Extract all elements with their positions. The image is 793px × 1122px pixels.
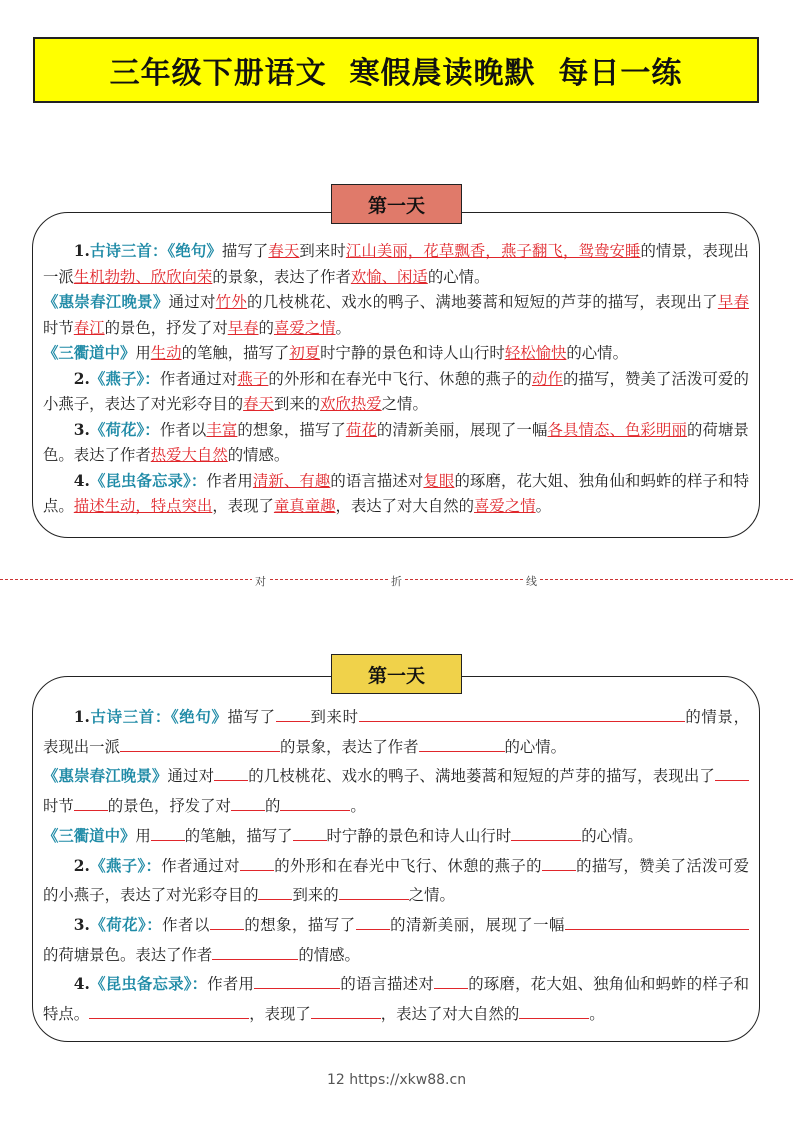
blank-para-6 <box>43 970 749 1029</box>
text: 的心情。 <box>427 267 490 286</box>
text: 的景色，抒发了对 <box>104 318 228 337</box>
answer: 早春 <box>717 293 749 311</box>
answer: 生动 <box>150 344 182 362</box>
answer-blank[interactable] <box>231 794 265 811</box>
answer-blank[interactable] <box>258 883 292 900</box>
blank-para-2 <box>43 762 749 821</box>
text: 作者以 <box>159 420 207 439</box>
fold-word: 折 <box>388 573 405 589</box>
answer-content <box>43 239 749 520</box>
text: 作者以 <box>162 915 210 934</box>
work-title: 《燕子》： <box>89 856 162 875</box>
text: 到来的 <box>273 395 321 413</box>
answer-para-5 <box>43 418 749 469</box>
answer-blank[interactable] <box>212 943 298 960</box>
answer-para-3 <box>43 341 749 367</box>
answer: 生机勃勃、欣欣向荣 <box>73 267 213 286</box>
work-title: 《三衢道中》 <box>43 344 136 362</box>
text: 的笔触，描写了 <box>181 344 290 362</box>
work-title: 《荷花》： <box>89 915 163 934</box>
blank-para-5 <box>43 911 749 970</box>
text: 到来时 <box>299 242 346 260</box>
answer: 欢欣热爱 <box>320 395 382 413</box>
answer-blank[interactable] <box>339 883 409 900</box>
text: 的语言描述对 <box>340 975 435 994</box>
blank-card <box>32 676 760 1042</box>
answer-card <box>32 212 760 538</box>
answer-blank[interactable] <box>359 705 685 722</box>
text: 到来的 <box>292 886 339 905</box>
text: 的情感。 <box>298 945 360 964</box>
text: 的情感。 <box>227 446 290 464</box>
work-title: 《昆虫备忘录》： <box>89 975 208 994</box>
answer-blank[interactable] <box>293 824 327 841</box>
item-number: 3. <box>73 915 90 934</box>
text: 时节 <box>43 318 74 337</box>
text: 通过对 <box>167 767 215 786</box>
text: 的想象，描写了 <box>243 915 356 934</box>
text: 用 <box>135 344 151 362</box>
answer: 燕子 <box>237 369 269 388</box>
answer-blank[interactable] <box>511 824 581 841</box>
answer: 描述生动，特点突出 <box>73 497 213 515</box>
text: 。 <box>589 1005 605 1024</box>
text: 的外形和在春光中飞行、休憩的燕子的 <box>273 856 542 875</box>
text: 作者通过对 <box>161 856 240 875</box>
answer-blank[interactable] <box>311 1002 381 1019</box>
answer: 动作 <box>531 369 563 388</box>
answer: 喜爱之情 <box>273 318 336 337</box>
answer-blank[interactable] <box>120 735 280 752</box>
answer: 各具情态、色彩明丽 <box>547 420 688 439</box>
answer: 荷花 <box>345 420 377 439</box>
text: 的描写，赞美了活泼可爱的小燕子，表达了对光彩夺目的 <box>43 369 749 413</box>
answer-blank[interactable] <box>715 913 749 930</box>
text: 的 <box>258 318 274 337</box>
text: 的心情。 <box>581 826 643 845</box>
text: 的景象，表达了作者 <box>212 267 351 286</box>
text: ，表现了 <box>212 497 274 515</box>
text: 。 <box>535 497 551 515</box>
work-title: 《惠崇春江晚景》 <box>43 293 169 311</box>
answer-blank[interactable] <box>214 764 248 781</box>
answer: 早春 <box>227 318 259 337</box>
item-number: 4. <box>73 975 90 994</box>
text: 的外形和在春光中飞行、休憩的燕子的 <box>268 369 532 388</box>
text: 时宁静的景色和诗人山行时 <box>326 826 512 845</box>
answer-blank[interactable] <box>210 913 244 930</box>
text: 的描写，赞美了活泼可爱的小燕子，表达了对光彩夺目的 <box>43 856 749 905</box>
answer-blank[interactable] <box>356 913 390 930</box>
answer: 春江 <box>73 318 105 337</box>
text: 的笔触，描写了 <box>184 826 293 845</box>
text: 通过对 <box>168 293 216 311</box>
answer-blank[interactable] <box>240 854 274 871</box>
blank-para-4 <box>43 852 749 911</box>
answer: 初夏 <box>289 344 321 362</box>
answer-blank[interactable] <box>542 854 576 871</box>
answer-blank[interactable] <box>280 794 350 811</box>
answer: 童真童趣 <box>273 497 336 515</box>
work-title: 《绝句》 <box>167 242 222 260</box>
text: 的荷塘景色。表达了作者 <box>43 945 213 964</box>
text: ，表达了对大自然的 <box>380 1005 520 1024</box>
text: 的心情。 <box>566 344 628 362</box>
text: 时宁静的景色和诗人山行时 <box>320 344 505 362</box>
text: ，表现了 <box>249 1005 311 1024</box>
page-footer: 12 https://xkw88.cn <box>326 1072 467 1088</box>
blank-para-3 <box>43 822 749 852</box>
text: 作者用 <box>207 975 255 994</box>
text: 的琢磨，花大姐、独角仙和蚂蚱的样子和特点。 <box>43 471 749 515</box>
text: 的清新美丽，展现了一幅 <box>376 420 548 439</box>
section-title: 古诗三首： <box>89 242 168 260</box>
text: 的荷塘景色。表达了作者 <box>43 420 749 464</box>
answer: 轻松愉快 <box>504 344 567 362</box>
answer: 丰富 <box>206 420 238 439</box>
text: ，表达了对大自然的 <box>335 497 475 515</box>
answer-para-6 <box>43 469 749 520</box>
text: 作者通过对 <box>159 369 238 388</box>
answer-para-1 <box>43 239 749 290</box>
item-number: 2. <box>73 856 90 875</box>
section-title: 古诗三首： <box>89 708 171 726</box>
answer-blank[interactable] <box>254 972 340 989</box>
answer: 春天 <box>268 242 300 260</box>
work-title: 《绝句》 <box>170 708 228 726</box>
item-number: 1. <box>73 708 90 726</box>
answer-para-4 <box>43 367 749 418</box>
text: 的心情。 <box>504 737 567 756</box>
answer: 江山美丽，花草飘香，燕子翻飞，鸳鸯安睡 <box>345 242 641 260</box>
answer-blank[interactable] <box>419 735 505 752</box>
text: 的景色，抒发了对 <box>107 797 231 816</box>
text: 的清新美丽，展现了一幅 <box>389 915 565 934</box>
work-title: 《惠崇春江晚景》 <box>43 767 168 786</box>
answer: 热爱大自然 <box>150 446 228 464</box>
text: 的琢磨，花大姐、独角仙和蚂蚱的样子和特点。 <box>43 975 749 1024</box>
day-label-blank: 第一天 <box>331 654 462 694</box>
text: 作者用 <box>206 471 253 490</box>
item-number: 1. <box>73 242 90 260</box>
text: 。 <box>335 318 351 337</box>
work-title: 《三衢道中》 <box>43 826 136 845</box>
text: 时节 <box>43 797 74 816</box>
text: 之情。 <box>408 886 455 905</box>
text: 。 <box>350 797 366 816</box>
blank-para-1 <box>43 703 749 762</box>
text: 之情。 <box>381 395 428 413</box>
answer: 春天 <box>243 395 274 413</box>
answer-blank[interactable] <box>74 794 108 811</box>
text: 的情景，表现出一派 <box>43 708 749 756</box>
text: 的几枝桃花、戏水的鸭子、满地蒌蒿和短短的芦芽的描写，表现出了 <box>248 767 715 786</box>
text: 到来时 <box>309 708 359 726</box>
page-title: 三年级下册语文 寒假晨读晚默 每日一练 <box>109 56 683 91</box>
answer: 竹外 <box>215 293 248 311</box>
fold-word: 线 <box>523 573 540 589</box>
text: 的 <box>264 797 281 816</box>
text: 的想象，描写了 <box>237 420 346 439</box>
answer: 欢愉、闲适 <box>350 267 428 286</box>
title-banner <box>33 37 759 103</box>
day-label-answer: 第一天 <box>331 184 462 224</box>
text: 的景象，表达了作者 <box>279 737 419 756</box>
text: 的语言描述对 <box>330 471 424 490</box>
answer-para-2 <box>43 290 749 341</box>
answer: 喜爱之情 <box>474 497 536 515</box>
fold-word: 对 <box>252 573 269 589</box>
item-number: 3. <box>73 420 90 439</box>
text: 用 <box>135 826 151 845</box>
text: 描写了 <box>227 708 276 726</box>
work-title: 《荷花》： <box>89 420 160 439</box>
answer-blank[interactable] <box>89 1002 249 1019</box>
blank-content <box>43 703 749 1030</box>
text: 的情景，表现出一派 <box>43 242 749 286</box>
answer-blank[interactable] <box>434 972 468 989</box>
answer: 复眼 <box>423 471 455 490</box>
work-title: 《燕子》： <box>89 369 160 388</box>
item-number: 4. <box>73 471 90 490</box>
answer-blank[interactable] <box>276 705 310 722</box>
answer-blank[interactable] <box>151 824 185 841</box>
answer-blank[interactable] <box>715 764 749 781</box>
answer: 清新、有趣 <box>252 471 331 490</box>
answer-blank[interactable] <box>565 913 715 930</box>
text: 描写了 <box>221 242 269 260</box>
answer-blank[interactable] <box>519 1002 589 1019</box>
work-title: 《昆虫备忘录》： <box>89 471 207 490</box>
item-number: 2. <box>73 369 90 388</box>
text: 的几枝桃花、戏水的鸭子、满地蒌蒿和短短的芦芽的描写，表现出了 <box>247 293 718 311</box>
